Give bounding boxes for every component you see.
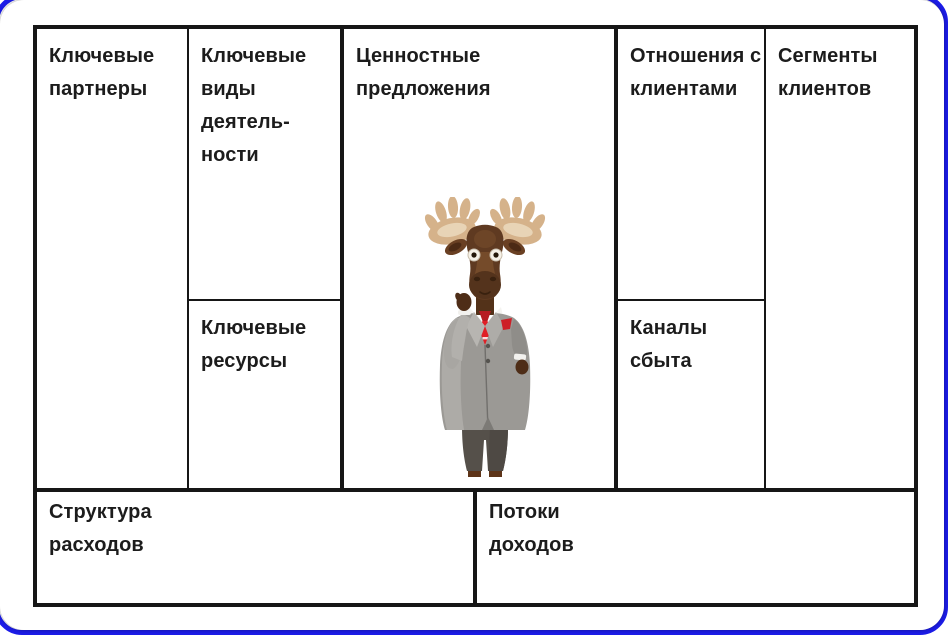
cell-label-customer-segments: Сегменты клиентов [778,45,878,100]
cell-customer-segments [766,29,914,488]
canvas-bottom-section [37,488,914,603]
cell-customer-relationships [618,29,764,301]
cell-label-cost-structure: Структура расходов [49,501,152,556]
cell-key-resources [189,301,340,488]
canvas-top-section [37,29,914,488]
cell-channels [618,301,764,488]
cell-label-revenue-streams: Потоки доходов [489,501,574,556]
cell-label-customer-relationships: Отношения с клиентами [630,45,762,100]
cell-key-partners [37,29,189,488]
cell-label-key-partners: Ключевые партнеры [49,45,155,100]
business-model-canvas-table [33,25,918,607]
moose-head [466,225,503,300]
cell-key-activities [189,29,340,301]
cell-label-key-resources: Ключевые ресурсы [201,317,307,372]
cell-label-key-activities: Ключевые виды деятель-ности [201,45,307,166]
column-key-activities-resources [189,29,344,488]
cell-revenue-streams [477,492,914,603]
column-relationships-channels [618,29,766,488]
cell-label-channels: Каналы сбыта [630,317,708,372]
cell-cost-structure [37,492,477,603]
moose-trousers [462,425,508,477]
cell-label-value-propositions: Ценностные предложения [356,45,491,100]
cell-value-propositions [344,29,618,488]
moose-mascot-illustration [424,197,546,477]
